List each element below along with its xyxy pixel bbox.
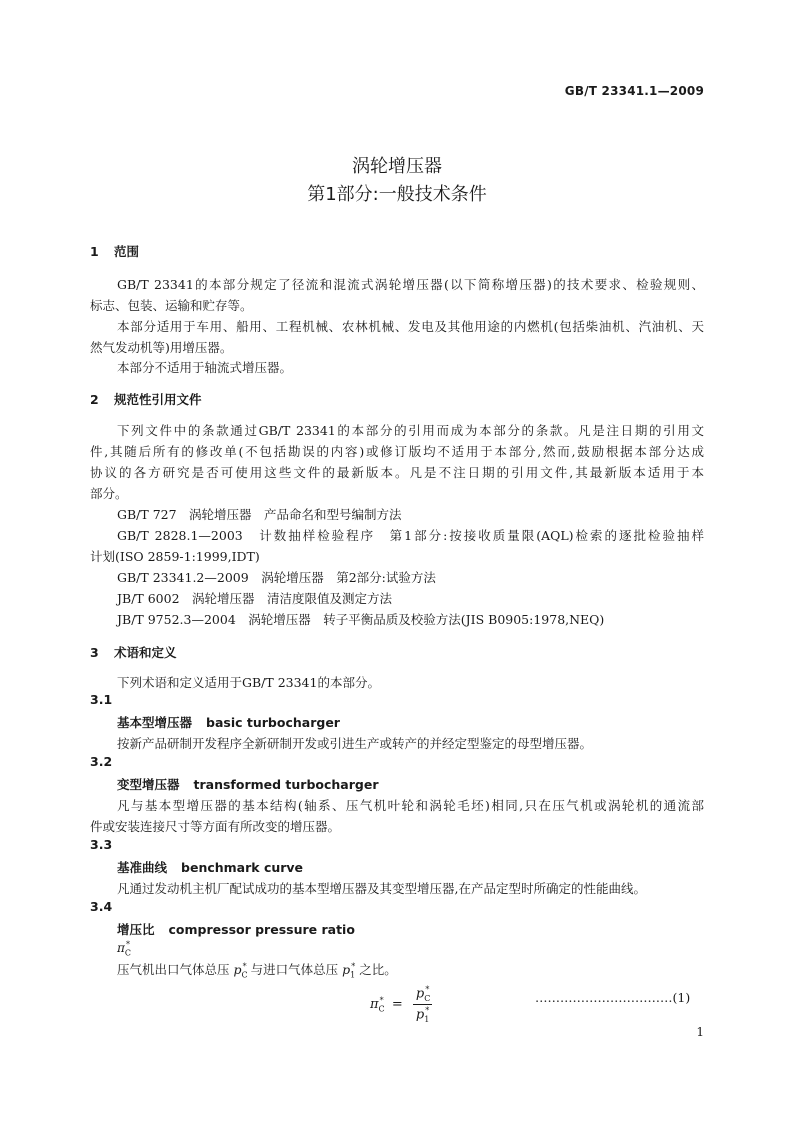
clause-number: 3.2	[90, 754, 113, 769]
paragraph-cont: 部分。	[90, 486, 128, 501]
reference-item: GB/T 2828.1—2003 计数抽样检验程序 第1部分:按接收质量限(AQL)检索的逐批检验抽样	[117, 528, 704, 543]
section-number: 2	[90, 392, 99, 407]
doc-subtitle: 第1部分:一般技术条件	[307, 184, 487, 205]
section-title: 规范性引用文件	[114, 392, 202, 407]
reference-item: GB/T 23341.2—2009 涡轮增压器 第2部分:试验方法	[117, 570, 436, 585]
term-entry	[117, 858, 303, 876]
section-title: 范围	[114, 244, 140, 259]
term-definition-cont: 件或安装连接尺寸等方面有所改变的增压器。	[90, 819, 341, 834]
term-definition: 按新产品研制开发程序全新研制开发或引进生产或转产的并经定型鉴定的母型增压器。	[117, 736, 593, 751]
paragraph: GB/T 23341的本部分规定了径流和混流式涡轮增压器(以下简称增压器)的技术要求、检验规则、	[117, 277, 704, 292]
term-en: benchmark curve	[181, 860, 304, 875]
paragraph-cont: 协议的各方研究是否可使用这些文件的最新版本。凡是不注日期的引用文件,其最新版本适用于本	[90, 465, 704, 480]
paragraph: 本部分适用于车用、船用、工程机械、农林机械、发电及其他用途的内燃机(包括柴油机、汽油机、天	[117, 319, 704, 334]
reference-item: JB/T 9752.3—2004 涡轮增压器 转子平衡品质及校验方法(JIS B0905:1978,NEQ)	[117, 612, 605, 627]
standard-number: GB/T 23341.1—2009	[564, 84, 704, 98]
formula-lhs: π	[370, 996, 379, 1012]
clause-number: 3.1	[90, 692, 113, 707]
doc-title: 涡轮增压器	[352, 156, 442, 177]
paragraph: 下列文件中的条款通过GB/T 23341的本部分的引用而成为本部分的条款。凡是注日期的引用文	[117, 423, 704, 438]
term-en: compressor pressure ratio	[168, 922, 355, 937]
term-cn: 基本型增压器	[117, 715, 193, 730]
equation-number: ……………………………(1)	[535, 990, 691, 1005]
term-cn: 变型增压器	[117, 777, 180, 792]
clause-number: 3.3	[90, 837, 113, 852]
term-entry	[117, 713, 340, 731]
formula: $\pi_C^*$ = $\frac{p_C^*}{p_1^*}$	[370, 985, 431, 1024]
term-cn: 基准曲线	[117, 860, 168, 875]
section-1-heading	[90, 242, 139, 260]
section-number: 1	[90, 244, 99, 259]
term-symbol: $\pi_C^*$	[117, 940, 132, 958]
fraction-denominator: $p_1^*$	[415, 1005, 430, 1024]
paragraph: 本部分不适用于轴流式增压器。	[117, 360, 293, 375]
paragraph: 下列术语和定义适用于GB/T 23341的本部分。	[117, 675, 380, 690]
term-entry	[117, 920, 355, 938]
page-number: 1	[696, 1025, 704, 1039]
term-definition: 凡通过发动机主机厂配试成功的基本型增压器及其变型增压器,在产品定型时所确定的性能曲线。	[117, 881, 646, 896]
term-definition: 压气机出口气体总压 $p_C^*$ 与进口气体总压 $p_1^*$ 之比。	[117, 961, 397, 980]
section-2-heading	[90, 390, 202, 408]
formula-fraction	[413, 985, 432, 1024]
term-cn: 增压比	[117, 922, 155, 937]
section-title: 术语和定义	[114, 645, 177, 660]
term-en: transformed turbocharger	[193, 777, 379, 792]
term-entry	[117, 775, 379, 793]
section-3-heading	[90, 643, 177, 661]
section-number: 3	[90, 645, 99, 660]
fraction-numerator: $p_C^*$	[413, 985, 432, 1005]
clause-number: 3.4	[90, 899, 113, 914]
formula-equals: =	[391, 996, 403, 1012]
reference-item: GB/T 727 涡轮增压器 产品命名和型号编制方法	[117, 507, 402, 522]
reference-item: JB/T 6002 涡轮增压器 清洁度限值及测定方法	[117, 591, 393, 606]
paragraph-cont: 件,其随后所有的修改单(不包括勘误的内容)或修订版均不适用于本部分,然而,鼓励根据本部分达成	[90, 444, 704, 459]
term-definition: 凡与基本型增压器的基本结构(轴系、压气机叶轮和涡轮毛坯)相同,只在压气机或涡轮机的通流部	[117, 798, 704, 813]
reference-item-cont: 计划(ISO 2859-1:1999,IDT)	[90, 549, 260, 564]
term-en: basic turbocharger	[206, 715, 340, 730]
paragraph-cont: 然气发动机等)用增压器。	[90, 340, 233, 355]
paragraph-cont: 标志、包装、运输和贮存等。	[90, 298, 253, 313]
